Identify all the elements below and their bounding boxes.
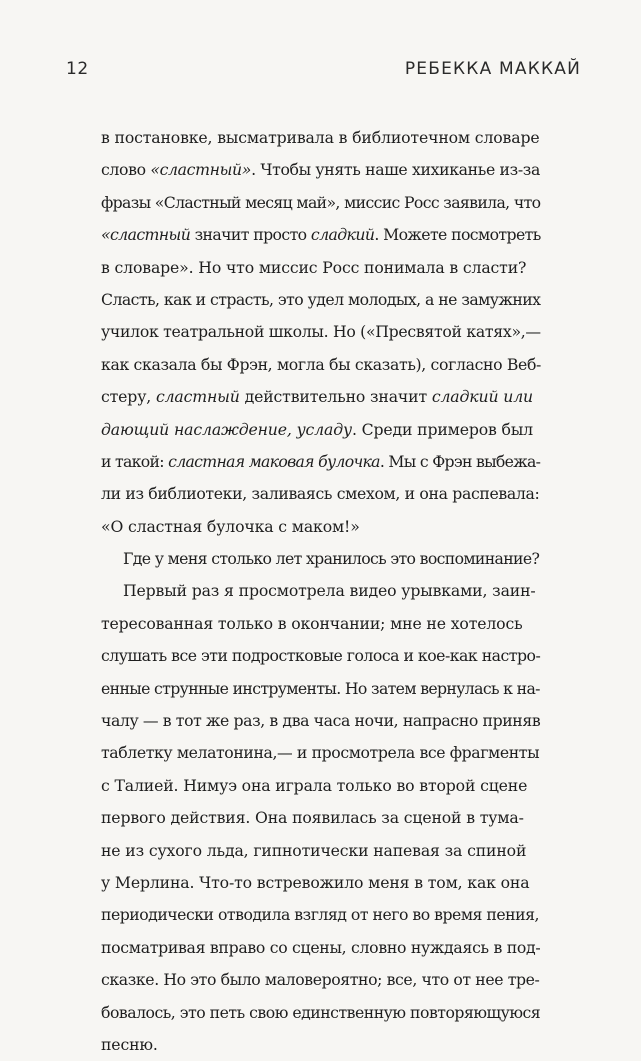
italic-text: сладкий или — [431, 387, 534, 407]
text-line — [101, 770, 541, 802]
text-segment: Первый раз я просмотрела видео урывками, заин- — [123, 581, 536, 601]
text-segment: не из сухого льда, гипнотически напевая за спиной — [101, 840, 527, 860]
text-segment: стеру, — [101, 387, 156, 407]
text-segment: училок театральной школы. Но («Пресвятой катях»,— — [101, 322, 541, 342]
text-segment: . Можете посмотреть — [374, 225, 541, 245]
text-segment: песню. — [101, 1034, 158, 1054]
text-line — [101, 608, 541, 640]
text-line — [101, 867, 541, 899]
text-segment: слово — [101, 160, 151, 180]
text-segment: периодически отводила взгляд от него во время пения, — [101, 905, 539, 925]
text-segment: с Талией. Нимуэ она играла только во второй сцене — [101, 775, 528, 795]
body-text — [101, 122, 541, 1061]
text-line — [101, 1029, 541, 1061]
text-segment: и такой: — [101, 451, 169, 471]
text-line — [101, 705, 541, 737]
text-segment: у Мерлина. Что-то встревожило меня в том, как она — [101, 872, 530, 892]
running-title: РЕБЕККА МАККАЙ — [404, 59, 581, 79]
page-number: 12 — [66, 59, 89, 79]
text-line — [101, 997, 541, 1029]
text-line — [101, 219, 541, 251]
italic-text: «сластный» — [150, 160, 252, 180]
text-line — [101, 252, 541, 284]
text-segment: в постановке, высматривала в библиотечном словаре — [101, 128, 540, 147]
italic-text: сладкий — [310, 225, 375, 245]
text-line — [101, 802, 541, 834]
text-line — [101, 284, 541, 316]
text-segment: первого действия. Она появилась за сценой в тума- — [101, 808, 524, 828]
text-segment: Сласть, как и страсть, это удел молодых, а не замужних — [101, 289, 541, 309]
running-head — [0, 59, 641, 85]
text-segment: слушать все эти подростковые голоса и кое-как настро- — [101, 646, 541, 666]
text-line — [101, 640, 541, 672]
text-segment: «О сластная булочка с маком!» — [101, 516, 360, 536]
text-line — [101, 835, 541, 867]
text-segment: чалу — в тот же раз, в два часа ночи, напрасно приняв — [101, 711, 541, 731]
text-line — [101, 543, 541, 575]
text-line — [101, 932, 541, 964]
text-segment: фразы «Сластный месяц май», миссис Росс заявила, что — [101, 192, 541, 212]
text-segment: значит просто — [190, 225, 311, 245]
italic-text: дающий наслаждение, усладу — [101, 419, 352, 439]
text-line — [101, 899, 541, 931]
text-segment: бовалось, это петь свою единственную повторяющуюся — [101, 1002, 541, 1022]
text-segment: действительно значит — [239, 387, 432, 407]
text-segment: . Мы с Фрэн выбежа- — [379, 451, 541, 471]
text-segment: енные струнные инструменты. Но затем вернулась к на- — [101, 678, 540, 698]
italic-text: сластный — [110, 225, 191, 245]
italic-text: « — [101, 225, 110, 245]
text-segment: сказке. Но это было маловероятно; все, что от нее тре- — [101, 970, 540, 990]
text-segment: ли из библиотеки, заливаясь смехом, и она распевала: — [101, 484, 540, 504]
text-segment: таблетку мелатонина,— и просмотрела все фрагменты — [101, 743, 540, 763]
text-line — [101, 446, 541, 478]
italic-text: сластный — [155, 387, 240, 407]
text-line — [101, 122, 541, 154]
text-line — [101, 737, 541, 769]
text-segment: в словаре». Но что миссис Росс понимала в сласти? — [101, 257, 527, 277]
text-line — [101, 673, 541, 705]
text-segment: . Чтобы унять наше хихиканье из-за — [251, 160, 541, 180]
text-line — [101, 381, 541, 413]
text-line — [101, 414, 541, 446]
text-line — [101, 349, 541, 381]
text-segment: посматривая вправо со сцены, словно нуждаясь в под- — [101, 937, 541, 957]
text-line — [101, 511, 541, 543]
text-line — [101, 316, 541, 348]
text-line — [101, 154, 541, 186]
text-segment: Где у меня столько лет хранилось это воспоминание? — [123, 549, 540, 569]
text-segment: тересованная только в окончании; мне не хотелось — [101, 613, 523, 633]
text-segment: как сказала бы Фрэн, могла бы сказать), согласно Веб- — [101, 354, 542, 374]
italic-text: сластная маковая булочка — [168, 451, 380, 471]
text-line — [101, 964, 541, 996]
text-line — [101, 478, 541, 510]
text-line — [101, 187, 541, 219]
text-segment: . Среди примеров был — [351, 419, 533, 439]
text-line — [101, 575, 541, 607]
